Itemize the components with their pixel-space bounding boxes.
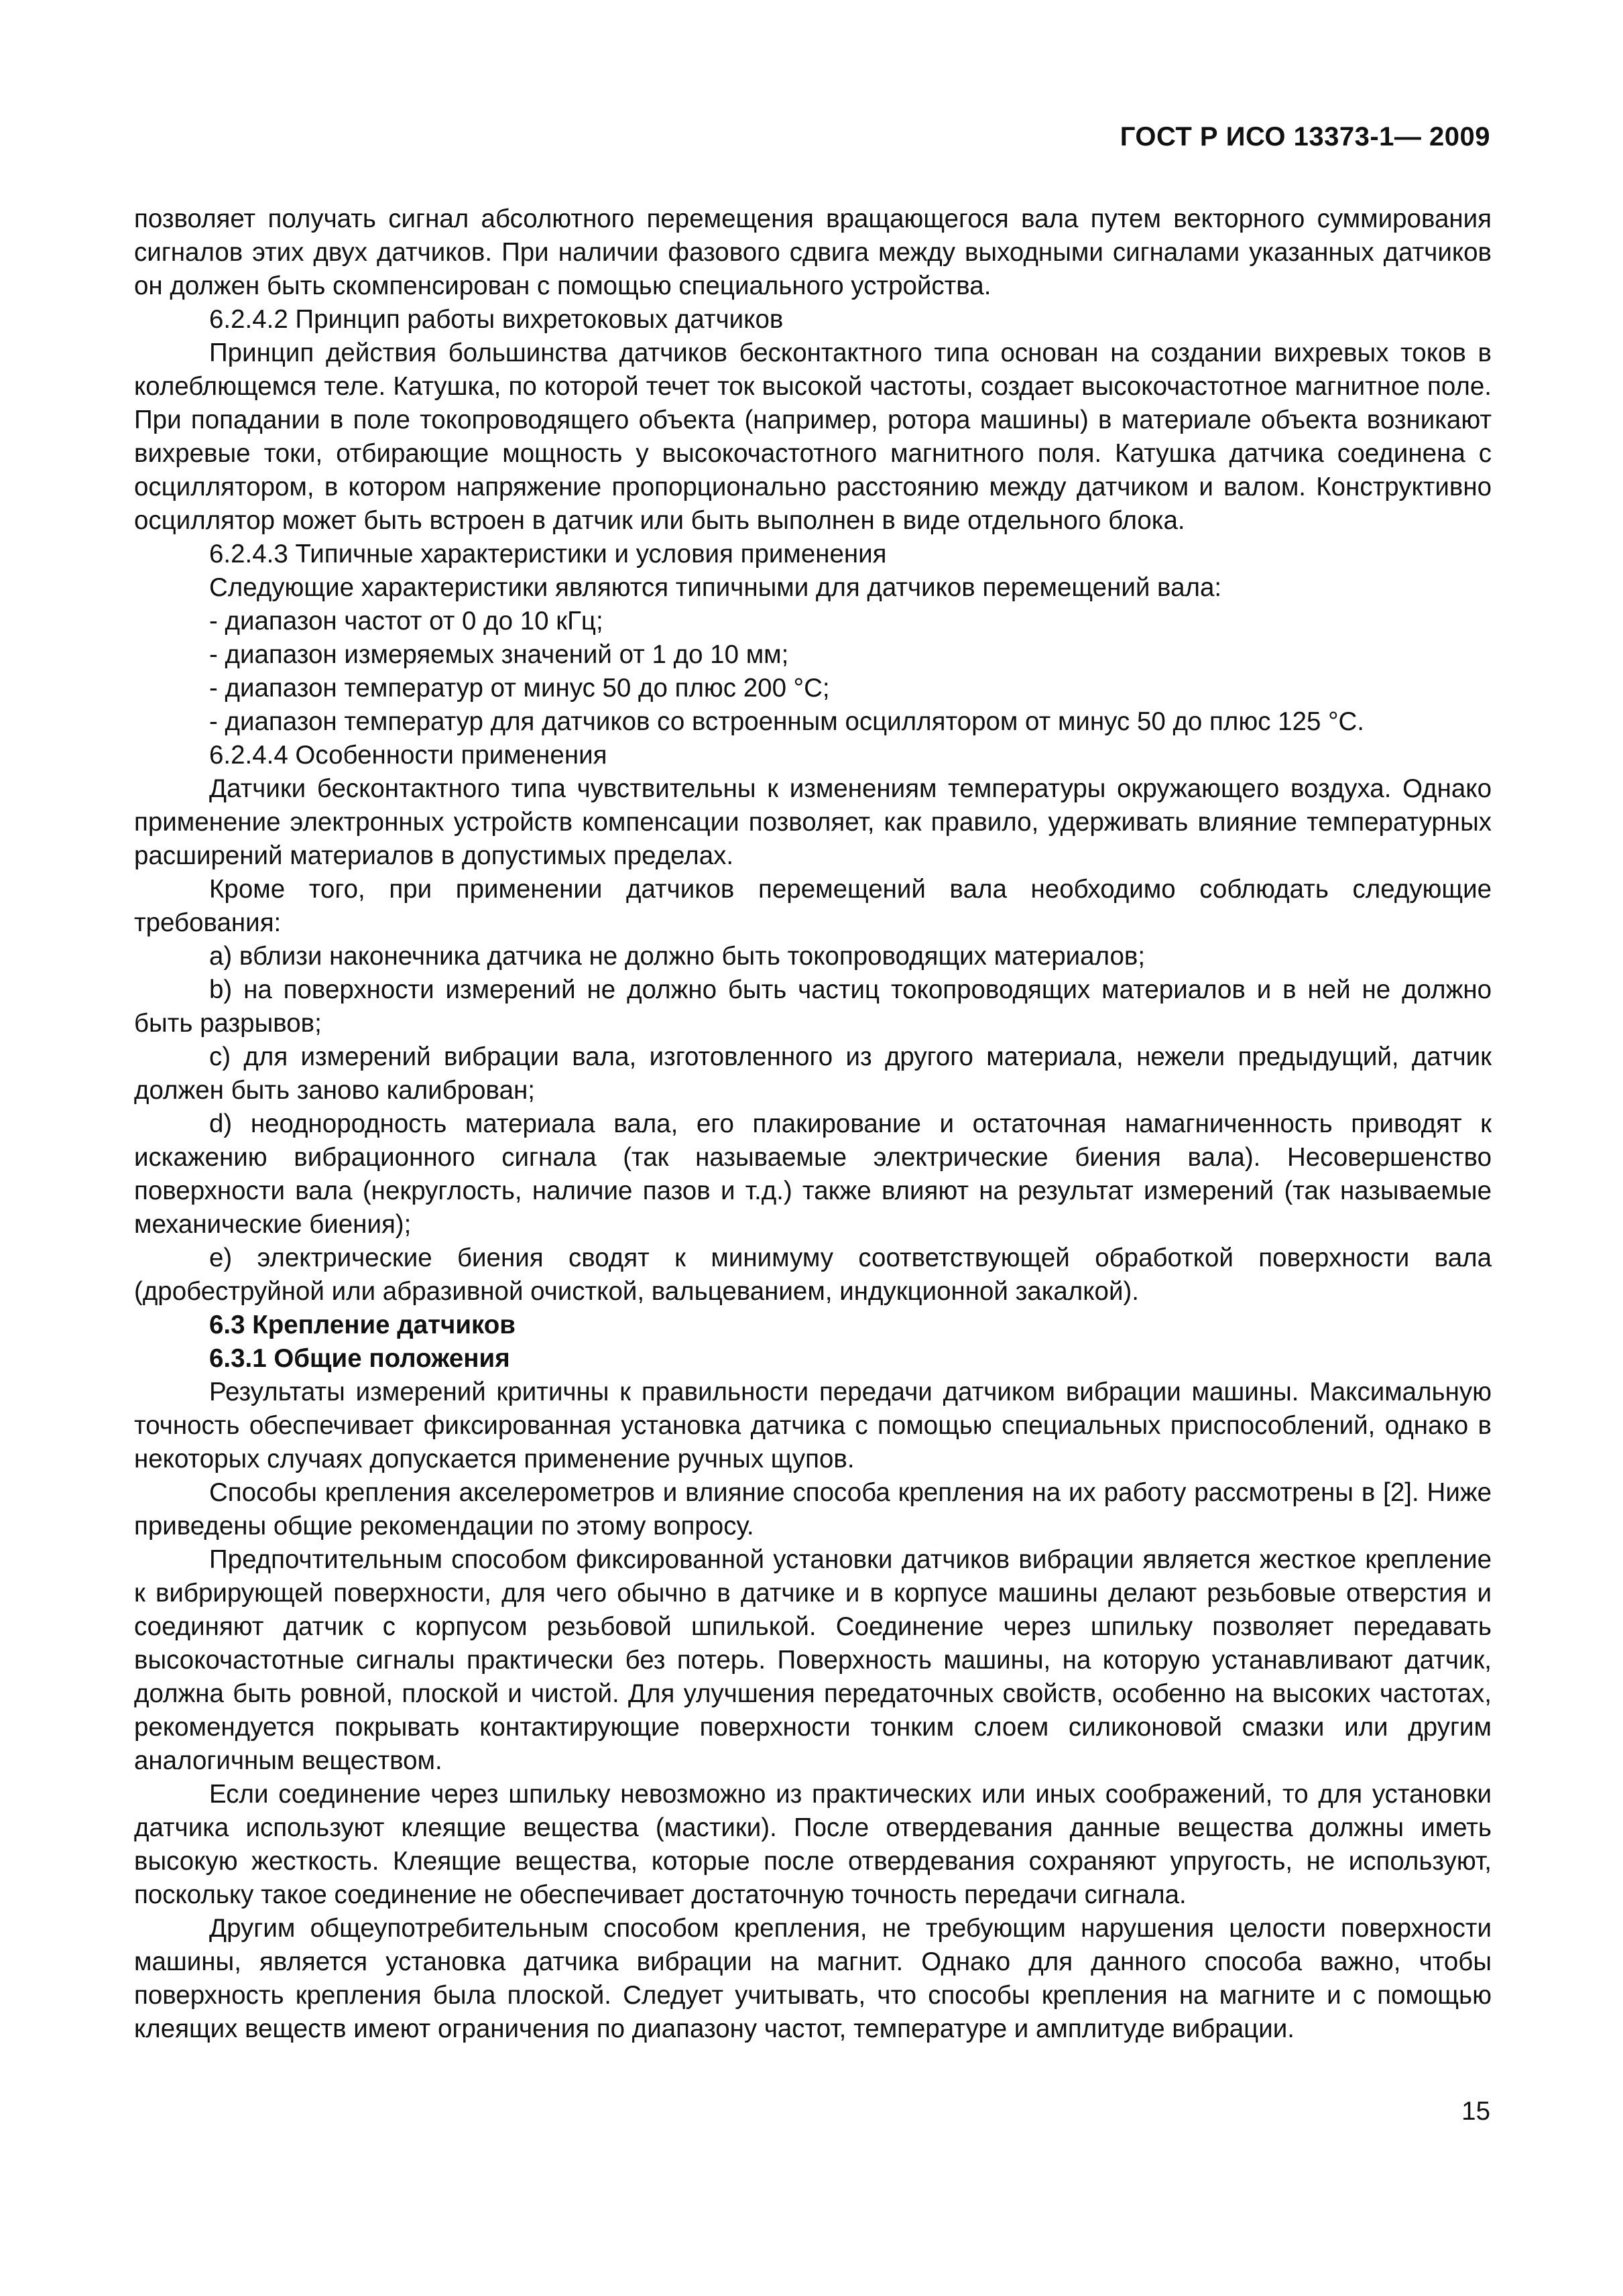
page-header-standard-id: ГОСТ Р ИСО 13373-1— 2009	[1120, 122, 1490, 152]
paragraph: Способы крепления акселерометров и влияние способа крепления на их работу рассмотрены в [2]. Ниже приведены общие рекомендации по этому вопросу.	[134, 1478, 1492, 1540]
list-item: - диапазон температур от минус 50 до плюс 200 °С;	[209, 674, 830, 703]
list-item: а) вблизи наконечника датчика не должно быть токопроводящих материалов;	[209, 942, 1146, 971]
body-text	[134, 202, 1492, 2046]
paragraph: Если соединение через шпильку невозможно из практических или иных соображений, то для установки датчика используют клеящие вещества (мастики). После отвердевания данные вещества должны иметь высокую жесткость. Клеящие вещества, которые после отвердевания сохраняют упругость, не используют, поскольку такое соединение не обеспечивает достаточную точность передачи сигнала.	[134, 1780, 1492, 1909]
list-item: - диапазон измеряемых значений от 1 до 10 мм;	[209, 640, 789, 669]
subsection-heading: 6.2.4.2 Принцип работы вихретоковых датчиков	[209, 305, 784, 334]
paragraph: Результаты измерений критичны к правильности передачи датчиком вибрации машины. Максимальную точность обеспечивает фиксированная установка датчика с помощью специальных приспособлений, однако в некоторых случаях допускается применение ручных щупов.	[134, 1378, 1492, 1473]
paragraph: позволяет получать сигнал абсолютного перемещения вращающегося вала путем векторного суммирования сигналов этих двух датчиков. При наличии фазового сдвига между выходными сигналами указанных датчиков он должен быть скомпенсирован с помощью специального устройства.	[134, 204, 1492, 300]
list-item: - диапазон частот от 0 до 10 кГц;	[209, 607, 603, 636]
list-item: e) электрические биения сводят к минимуму соответствующей обработкой поверхности вала (дробеструйной или абразивной очисткой, вальцеванием, индукционной закалкой).	[134, 1244, 1492, 1306]
paragraph: Принцип действия большинства датчиков бесконтактного типа основан на создании вихревых токов в колеблющемся теле. Катушка, по которой течет ток высокой частоты, создает высокочастотное магнитное поле. При попадании в поле токопроводящего объекта (например, ротора машины) в материале объекта возникают вихревые токи, отбирающие мощность у высокочастотного магнитного поля. Катушка датчика соединена с осциллятором, в котором напряжение пропорционально расстоянию между датчиком и валом. Конструктивно осциллятор может быть встроен в датчик или быть выполнен в виде отдельного блока.	[134, 339, 1492, 535]
subsection-heading: 6.2.4.3 Типичные характеристики и условия применения	[209, 540, 887, 568]
section-heading: 6.3.1 Общие положения	[209, 1344, 510, 1373]
list-item: c) для измерений вибрации вала, изготовленного из другого материала, нежели предыдущий, датчик должен быть заново калиброван;	[134, 1042, 1492, 1105]
paragraph: Предпочтительным способом фиксированной установки датчиков вибрации является жесткое крепление к вибрирующей поверхности, для чего обычно в датчике и в корпусе машины делают резьбовые отверстия и соединяют датчик с корпусом резьбовой шпилькой. Соединение через шпильку позволяет передавать высокочастотные сигналы практически без потерь. Поверхность машины, на которую устанавливают датчик, должна быть ровной, плоской и чистой. Для улучшения передаточных свойств, особенно на высоких частотах, рекомендуется покрывать контактирующие поверхности тонким слоем силиконовой смазки или другим аналогичным веществом.	[134, 1545, 1492, 1775]
page-number: 15	[1461, 2097, 1490, 2126]
subsection-heading: 6.2.4.4 Особенности применения	[209, 741, 607, 770]
paragraph: Следующие характеристики являются типичными для датчиков перемещений вала:	[209, 573, 1222, 602]
paragraph: Другим общеупотребительным способом крепления, не требующим нарушения целости поверхности машины, является установка датчика вибрации на магнит. Однако для данного способа важно, чтобы поверхность крепления была плоской. Следует учитывать, что способы крепления на магните и с помощью клеящих веществ имеют ограничения по диапазону частот, температуре и амплитуде вибрации.	[134, 1914, 1492, 2043]
section-heading: 6.3 Крепление датчиков	[209, 1311, 516, 1339]
list-item: - диапазон температур для датчиков со встроенным осциллятором от минус 50 до плюс 125 °С.	[209, 707, 1365, 736]
list-item: b) на поверхности измерений не должно быть частиц токопроводящих материалов и в ней не должно быть разрывов;	[134, 975, 1492, 1038]
paragraph: Кроме того, при применении датчиков перемещений вала необходимо соблюдать следующие требования:	[134, 875, 1492, 937]
paragraph: Датчики бесконтактного типа чувствительны к изменениям температуры окружающего воздуха. Однако применение электронных устройств компенсации позволяет, как правило, удерживать влияние температурных расширений материалов в допустимых пределах.	[134, 774, 1492, 870]
list-item: d) неоднородность материала вала, его плакирование и остаточная намагниченность приводят к искажению вибрационного сигнала (так называемые электрические биения вала). Несовершенство поверхности вала (некруглость, наличие пазов и т.д.) также влияют на результат измерений (так называемые механические биения);	[134, 1109, 1492, 1239]
